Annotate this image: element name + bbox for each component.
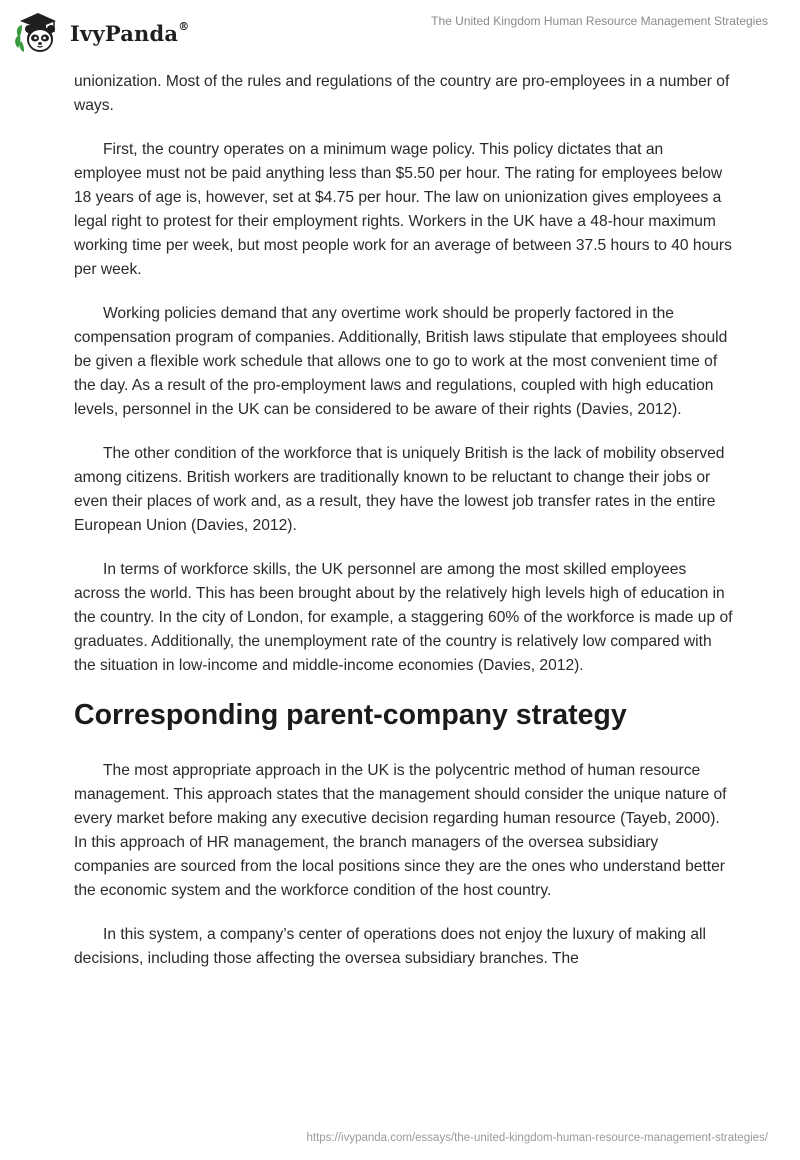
paragraph-workforce-skills: In terms of workforce skills, the UK personnel are among the most skilled employees across the world. This has been brought about by the relatively high levels high of education in the country. In the city of London, for example, a staggering 60% of the workforce is made up of graduates. Additionally, the unemployment rate of the country is relatively low compared with the situation in low-income and middle-income economies (Davies, 2012). — [74, 561, 733, 674]
ivypanda-logo[interactable] — [14, 8, 189, 56]
paragraph-continued: unionization. Most of the rules and regulations of the country are pro-employees in a number of ways. — [74, 73, 730, 114]
section-heading: Corresponding parent-company strategy — [74, 699, 627, 731]
paragraph-center-of-operations: In this system, a company’s center of operations does not enjoy the luxury of making all decisions, including those affecting the oversea subsidiary branches. The — [74, 926, 706, 967]
footer-url[interactable]: https://ivypanda.com/essays/the-united-kingdom-human-resource-management-strategies/ — [306, 1132, 768, 1144]
logo-wordmark: IvyPanda® — [70, 19, 190, 46]
paragraph-mobility: The other condition of the workforce that is uniquely British is the lack of mobility observed among citizens. British workers are traditionally known to be reluctant to change their jobs or even their places of work and, as a result, they have the lowest job transfer rates in the entire European Union (Davies, 2012). — [74, 445, 725, 534]
document-title: The United Kingdom Human Resource Management Strategies — [431, 14, 768, 28]
paragraph-working-policies: Working policies demand that any overtime work should be properly factored in the compensation program of companies. Additionally, British laws stipulate that employees should be given a flexible work schedule that allows one to go to work at the most convenient time of the day. As a result of the pro-employment laws and regulations, coupled with high education levels, personnel in the UK can be considered to be aware of their rights (Davies, 2012). — [74, 305, 728, 418]
paragraph-minimum-wage: First, the country operates on a minimum wage policy. This policy dictates that an employee must not be paid anything less than $5.50 per hour. The rating for employees below 18 years of age is, however, set at $4.75 per hour. The law on unionization gives employees a legal right to protest for their employment rights. Workers in the UK have a 48-hour maximum working time per week, but most people work for an average of between 37.5 hours to 40 hours per week. — [74, 141, 732, 278]
paragraph-polycentric: The most appropriate approach in the UK is the polycentric method of human resource management. This approach states that the management should consider the unique nature of every market before making any executive decision regarding human resource (Tayeb, 2000). In this approach of HR management, the branch managers of the oversea subsidiary companies are sourced from the local positions since they are the ones who understand better the economic system and the workforce condition of the host country. — [74, 762, 727, 899]
essay-content — [74, 70, 734, 991]
panda-graduate-icon — [14, 8, 62, 56]
page-header — [0, 0, 800, 70]
